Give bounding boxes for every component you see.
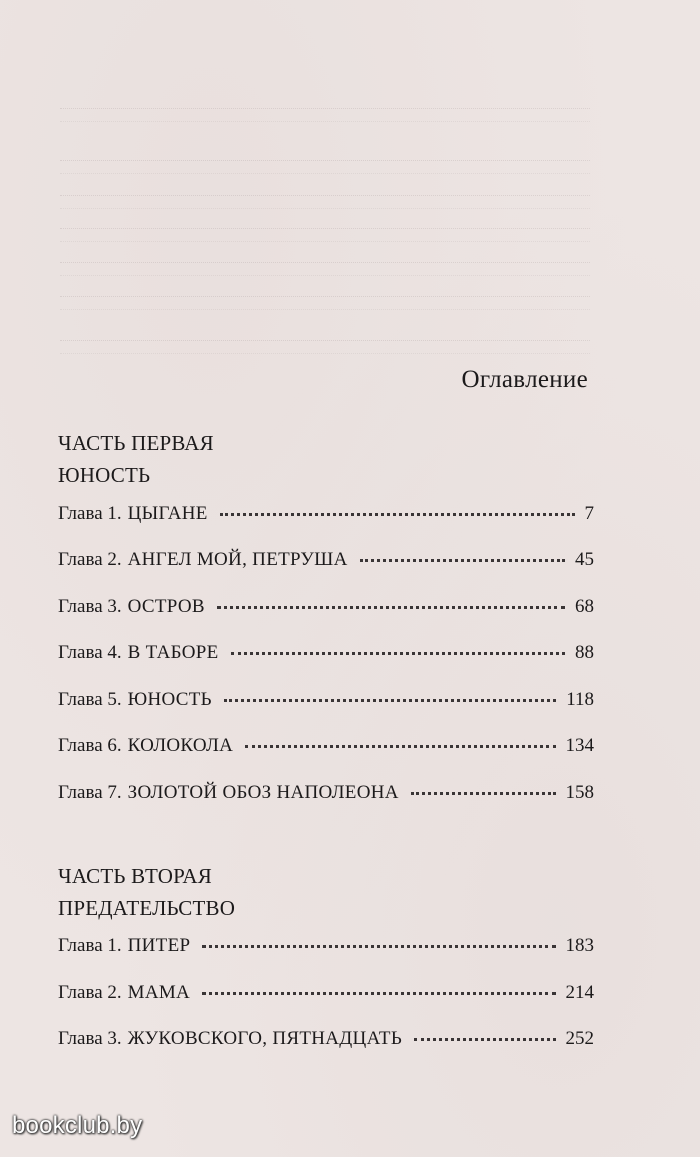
bleed-through-text	[60, 340, 590, 354]
dot-leader	[217, 602, 565, 609]
chapter-name: ПИТЕР	[127, 935, 191, 956]
chapter-name: МАМА	[127, 982, 191, 1003]
chapter-label: Глава 3.	[58, 596, 122, 617]
dot-leader	[224, 695, 556, 702]
page-number: 134	[565, 735, 594, 756]
chapter-label: Глава 1.	[58, 935, 122, 956]
chapter-name: ОСТРОВ	[127, 596, 205, 617]
dot-leader	[202, 941, 555, 948]
bleed-through-text	[60, 296, 590, 310]
chapter-label: Глава 4.	[58, 642, 122, 663]
chapter-name: В ТАБОРЕ	[127, 642, 219, 663]
part-one-label: ЧАСТЬ ПЕРВАЯ	[58, 431, 214, 455]
chapter-name: АНГЕЛ МОЙ, ПЕТРУША	[127, 549, 348, 570]
toc-entry[interactable]	[58, 782, 594, 810]
dot-leader	[245, 741, 555, 748]
chapter-label: Глава 5.	[58, 689, 122, 710]
page-number: 183	[565, 935, 594, 956]
toc-entry[interactable]	[58, 642, 594, 670]
bleed-through-text	[60, 228, 590, 242]
page-number: 88	[575, 642, 594, 663]
chapter-name: ЮНОСТЬ	[127, 689, 212, 710]
toc-entry[interactable]	[58, 549, 594, 577]
toc-entry[interactable]	[58, 503, 594, 531]
toc-entry[interactable]	[58, 935, 594, 963]
page-number: 68	[575, 596, 594, 617]
chapter-label: Глава 6.	[58, 735, 122, 756]
dot-leader	[231, 648, 565, 655]
chapter-name: КОЛОКОЛА	[127, 735, 234, 756]
bleed-through-text	[60, 262, 590, 276]
dot-leader	[414, 1034, 555, 1041]
toc-entry[interactable]	[58, 1028, 594, 1056]
page-number: 214	[565, 982, 594, 1003]
toc-title: Оглавление	[461, 366, 588, 393]
dot-leader	[202, 988, 555, 995]
toc-entry[interactable]	[58, 689, 594, 717]
watermark-text: bookclub.by	[12, 1112, 143, 1139]
dot-leader	[360, 555, 565, 562]
page-number: 7	[584, 503, 594, 524]
bleed-through-text	[60, 160, 590, 174]
page-number: 118	[566, 689, 594, 710]
dot-leader	[220, 509, 575, 516]
page-number: 158	[565, 782, 594, 803]
chapter-name: ЦЫГАНЕ	[127, 503, 208, 524]
chapter-label: Глава 7.	[58, 782, 122, 803]
part-one-title: ЮНОСТЬ	[58, 463, 151, 487]
chapter-label: Глава 2.	[58, 549, 122, 570]
chapter-label: Глава 1.	[58, 503, 122, 524]
chapter-name: ЗОЛОТОЙ ОБОЗ НАПОЛЕОНА	[127, 782, 399, 803]
bleed-through-text	[60, 195, 590, 209]
toc-entry[interactable]	[58, 982, 594, 1010]
part-two-label: ЧАСТЬ ВТОРАЯ	[58, 864, 212, 888]
bleed-through-text	[60, 108, 590, 122]
toc-entry[interactable]	[58, 596, 594, 624]
chapter-label: Глава 3.	[58, 1028, 122, 1049]
page-number: 252	[565, 1028, 594, 1049]
chapter-name: ЖУКОВСКОГО, ПЯТНАДЦАТЬ	[127, 1028, 403, 1049]
chapter-label: Глава 2.	[58, 982, 122, 1003]
dot-leader	[411, 788, 556, 795]
page-number: 45	[575, 549, 594, 570]
toc-entry[interactable]	[58, 735, 594, 763]
part-two-title: ПРЕДАТЕЛЬСТВО	[58, 896, 236, 920]
